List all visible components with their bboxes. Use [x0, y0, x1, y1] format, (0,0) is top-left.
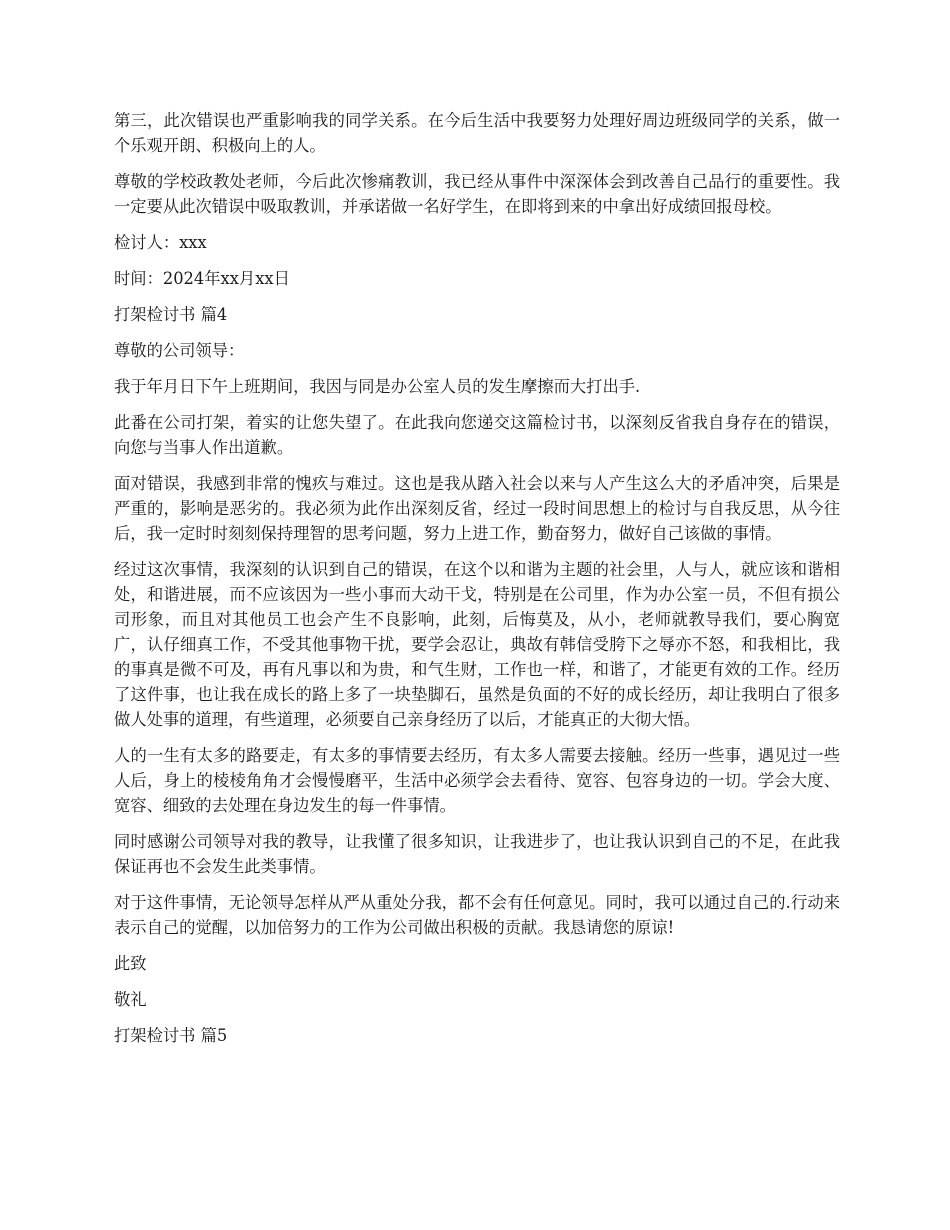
salutation: 尊敬的公司领导： — [114, 341, 245, 360]
paragraph-school-lesson: 尊敬的学校政教处老师，今后此次惨痛教训，我已经从事件中深深体会到改善自己品行的重要性。我一定要从此次错误中吸取教训，并承诺做一名好学生，在即将到来的中拿出好成绩回报母校。 — [114, 172, 840, 216]
section-heading-4: 打架检讨书 篇4 — [114, 305, 228, 324]
signature-line: 检讨人：xxx — [114, 233, 207, 252]
section-heading-5: 打架检讨书 篇5 — [114, 1026, 228, 1045]
closing-jingli: 敬礼 — [114, 990, 147, 1009]
document-body — [114, 108, 840, 1059]
paragraph-incident: 我于年月日下午上班期间，我因与同是办公室人员的发生摩擦而大打出手. — [114, 377, 641, 396]
paragraph-reflection: 面对错误，我感到非常的愧疚与难过。这也是我从踏入社会以来与人产生这么大的矛盾冲突，后果是严重的，影响是恶劣的。我必须为此作出深刻反省，经过一段时间思想上的检讨与自我反思，从今往后，我一定时时刻刻保持理智的思考问题，努力上进工作，勤奋努力，做好自己该做的事情。 — [114, 474, 840, 543]
paragraph-lessons: 经过这次事情，我深刻的认识到自己的错误，在这个以和谐为主题的社会里，人与人，就应该和谐相处，和谐进展，而不应该因为一些小事而大动干戈，特别是在公司里，作为办公室一员，不但有损公司形象，而且对其他员工也会产生不良影响，此刻，后悔莫及，从小，老师就教导我们，要心胸宽广，认仔细真工作，不受其他事物干扰，要学会忍让，典故有韩信受胯下之辱亦不怒，和我相比，我的事真是微不可及，再有凡事以和为贵，和气生财，工作也一样，和谐了，才能更有效的工作。经历了这件事，也让我在成长的路上多了一块垫脚石，虽然是负面的不好的成长经历，却让我明白了很多做人处事的道理，有些道理，必须要自己亲身经历了以后，才能真正的大彻大悟。 — [114, 560, 840, 729]
closing-cizhi: 此致 — [114, 954, 147, 973]
date-line: 时间：2024年xx月xx日 — [114, 269, 290, 288]
paragraph-life: 人的一生有太多的路要走，有太多的事情要去经历，有太多人需要去接触。经历一些事，遇见过一些人后，身上的棱棱角角才会慢慢磨平，生活中必须学会去看待、宽容、包容身边的一切。学会大度、宽容、细致的去处理在身边发生的每一件事情。 — [114, 746, 840, 815]
paragraph-acceptance: 对于这件事情，无论领导怎样从严从重处分我，都不会有任何意见。同时，我可以通过自己的.行动来表示自己的觉醒，以加倍努力的工作为公司做出积极的贡献。我恳请您的原谅! — [114, 893, 840, 937]
paragraph-relationship: 第三，此次错误也严重影响我的同学关系。在今后生活中我要努力处理好周边班级同学的关系，做一个乐观开朗、积极向上的人。 — [114, 111, 840, 155]
paragraph-apology: 此番在公司打架，着实的让您失望了。在此我向您递交这篇检讨书，以深刻反省我自身存在的错误，向您与当事人作出道歉。 — [114, 413, 840, 457]
paragraph-gratitude: 同时感谢公司领导对我的教导，让我懂了很多知识，让我进步了，也让我认识到自己的不足，在此我保证再也不会发生此类事情。 — [114, 832, 840, 876]
